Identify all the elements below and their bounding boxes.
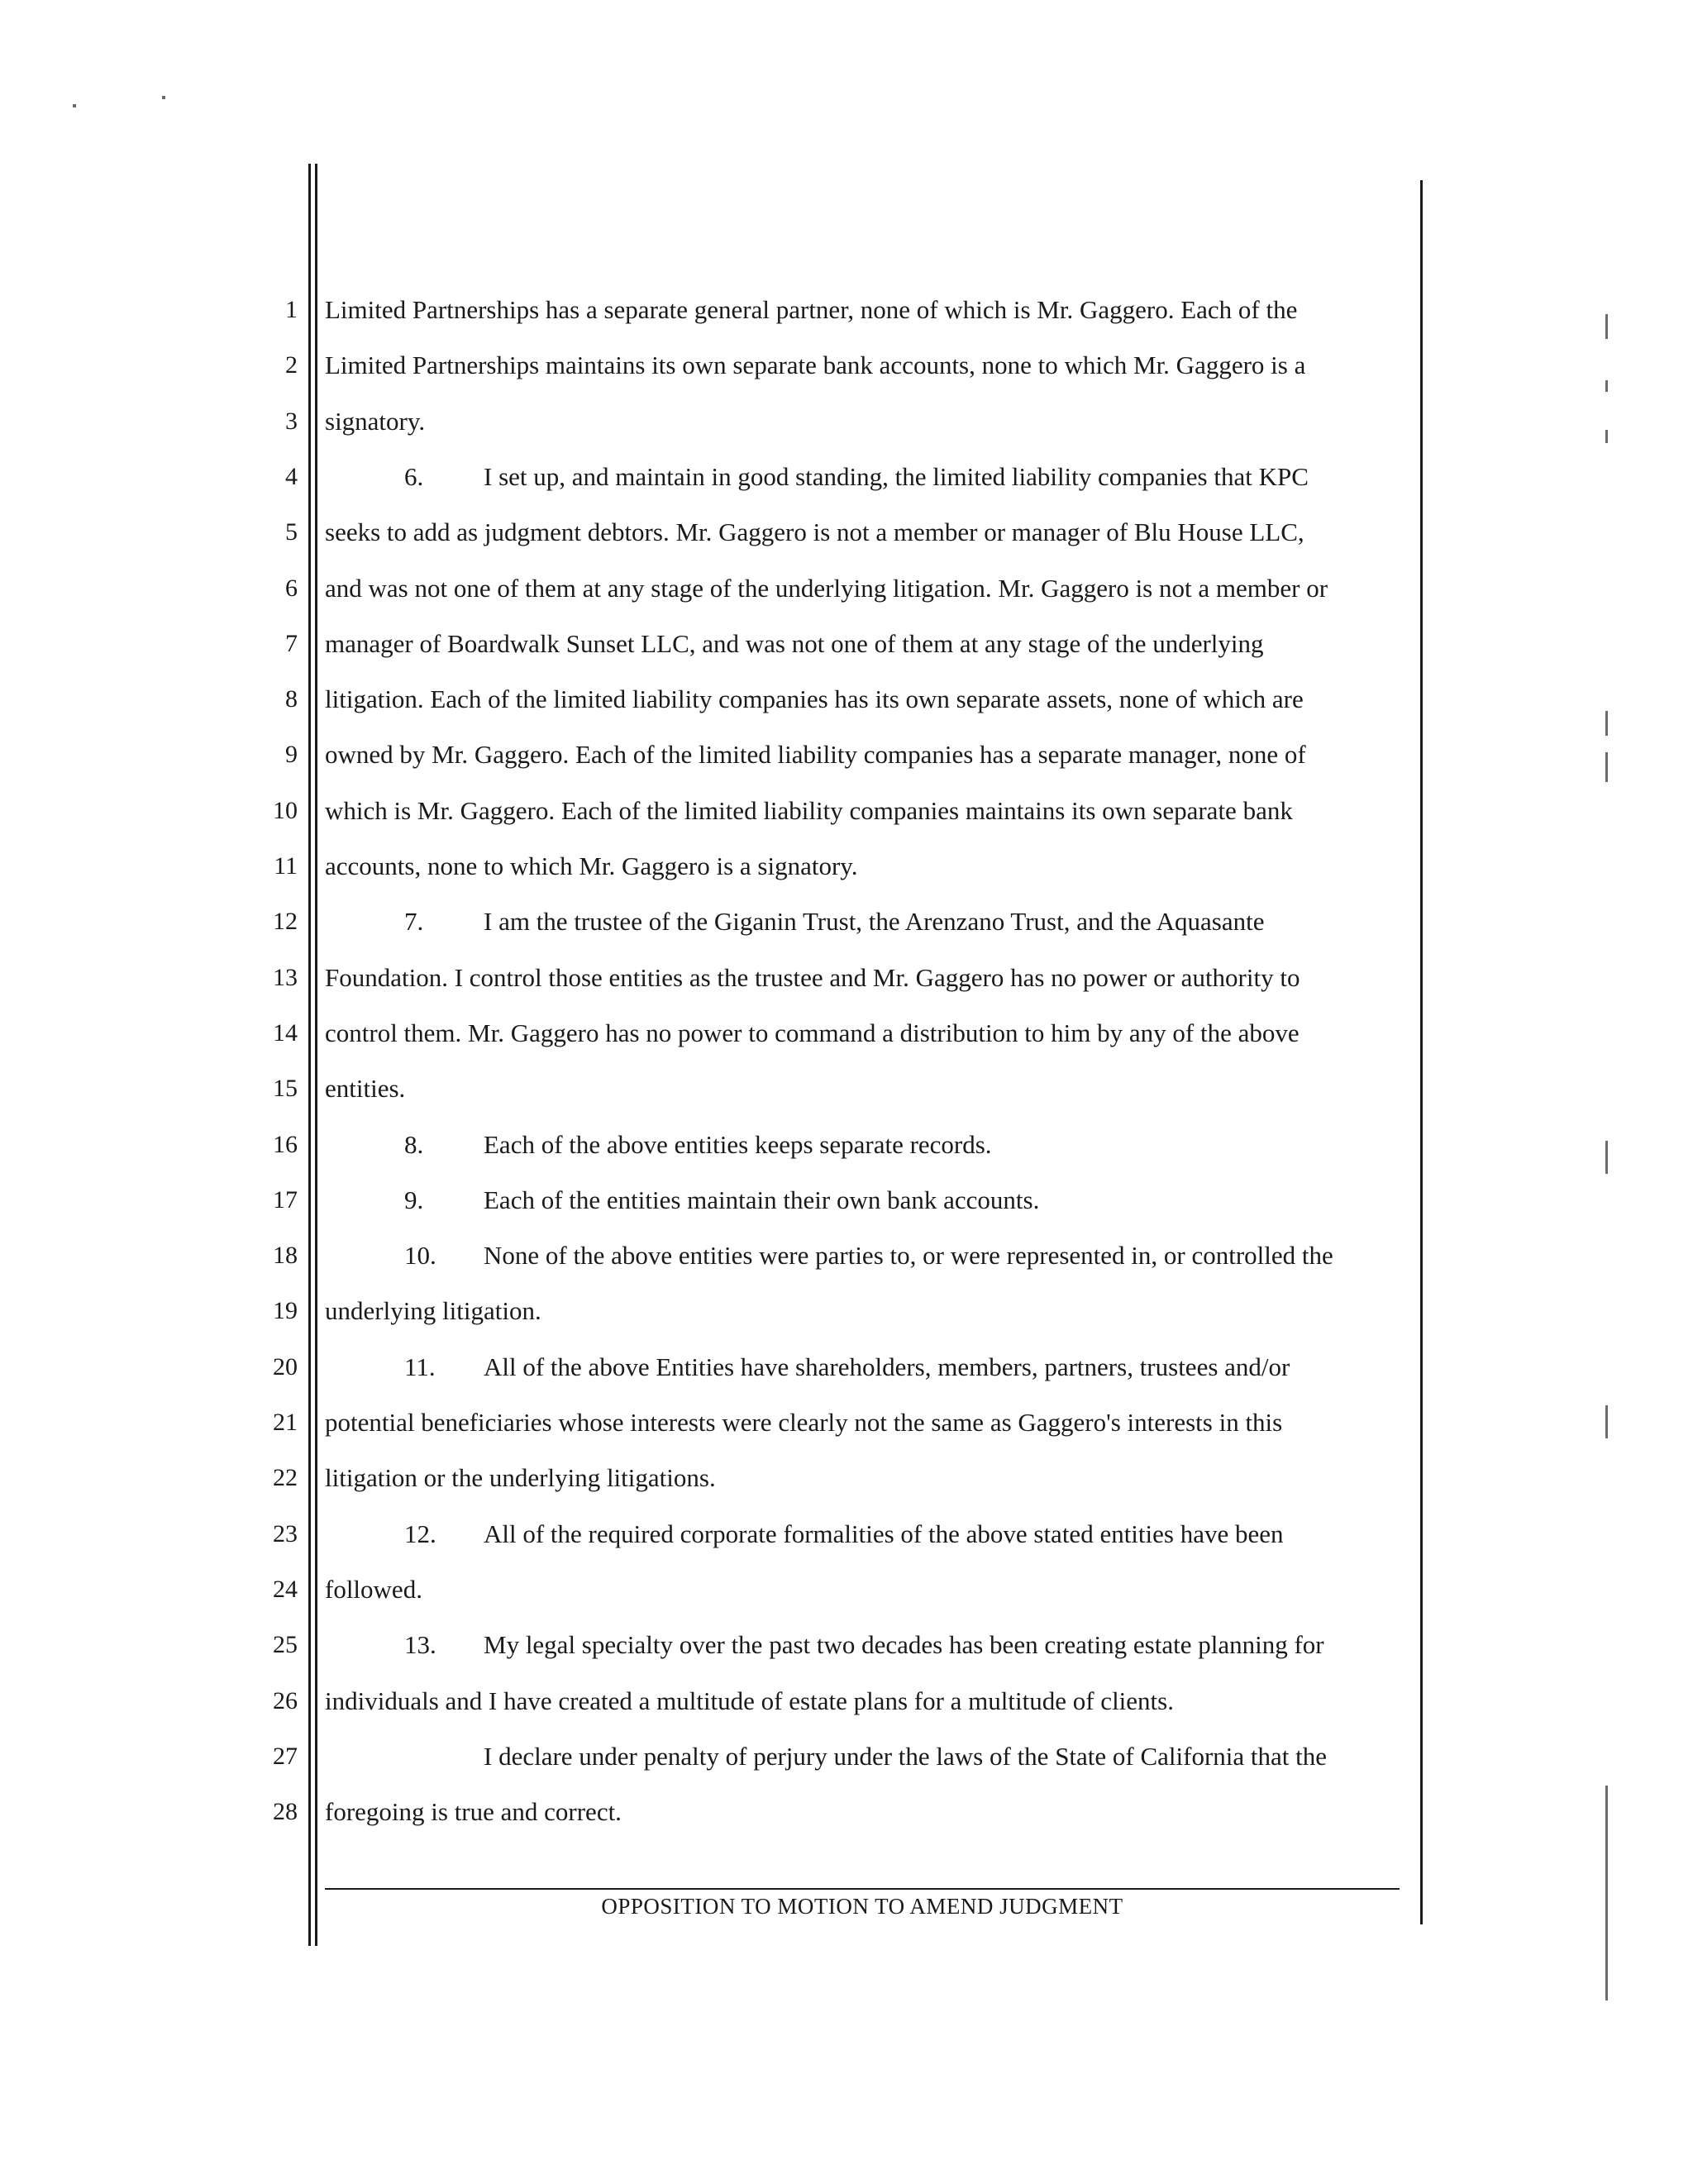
line-text: manager of Boardwalk Sunset LLC, and was not one of them at any stage of the underlying [325, 629, 1264, 658]
text-line [325, 1462, 1400, 1495]
line-number: 21 [273, 1409, 298, 1436]
text-line [325, 850, 1400, 883]
line-text: potential beneficiaries whose interests were clearly not the same as Gaggero's interests in this [325, 1408, 1283, 1437]
line-text: I am the trustee of the Giganin Trust, the Arenzano Trust, and the Aquasante [484, 907, 1265, 936]
line-text: underlying litigation. [325, 1296, 541, 1325]
line-number: 22 [273, 1464, 298, 1491]
text-line [325, 1017, 1400, 1050]
line-number: 20 [273, 1353, 298, 1380]
paragraph-number: 11. [404, 1352, 436, 1381]
paragraph-number: 6. [404, 462, 424, 491]
text-line [325, 1795, 1400, 1829]
line-text: I declare under penalty of perjury under the laws of the State of California that the [484, 1742, 1328, 1771]
text-line [325, 516, 1400, 549]
line-number: 18 [273, 1242, 298, 1269]
line-number: 7 [285, 630, 298, 657]
text-line [325, 1518, 1400, 1551]
line-text: All of the required corporate formalities of the above stated entities have been [484, 1519, 1284, 1548]
line-text: Each of the entities maintain their own bank accounts. [484, 1185, 1040, 1214]
line-number: 12 [273, 908, 298, 935]
line-number: 10 [273, 797, 298, 824]
scan-artifact [1605, 752, 1608, 782]
line-number: 3 [285, 408, 298, 435]
left-margin-rule-inner [315, 164, 317, 1946]
line-number: 19 [273, 1297, 298, 1324]
scan-artifact [1605, 314, 1608, 339]
line-text: which is Mr. Gaggero. Each of the limited liability companies maintains its own separate bank [325, 796, 1293, 825]
text-line [325, 738, 1400, 771]
line-text: accounts, none to which Mr. Gaggero is a signatory. [325, 851, 858, 880]
text-line [325, 1295, 1400, 1328]
line-number: 6 [285, 575, 298, 602]
text-line [325, 961, 1400, 994]
line-number: 14 [273, 1019, 298, 1047]
text-line [325, 1072, 1400, 1105]
line-number: 8 [285, 685, 298, 713]
line-number: 4 [285, 463, 298, 490]
line-number: 24 [273, 1576, 298, 1603]
line-text: control them. Mr. Gaggero has no power to command a distribution to him by any of the above [325, 1018, 1300, 1047]
line-number: 27 [273, 1743, 298, 1770]
text-line [325, 460, 1400, 494]
paragraph-number: 13. [404, 1630, 436, 1659]
text-line [325, 1628, 1400, 1662]
line-text: I set up, and maintain in good standing, the limited liability companies that KPC [484, 462, 1309, 491]
footer-title: OPPOSITION TO MOTION TO AMEND JUDGMENT [601, 1894, 1123, 1919]
paragraph-number: 10. [404, 1241, 436, 1270]
line-number: 25 [273, 1631, 298, 1658]
scan-artifact [73, 104, 76, 107]
line-text: followed. [325, 1575, 422, 1604]
text-line [325, 1239, 1400, 1272]
line-text: My legal specialty over the past two decades has been creating estate planning for [484, 1630, 1324, 1659]
paragraph-number: 9. [404, 1185, 424, 1214]
line-text: owned by Mr. Gaggero. Each of the limited liability companies has a separate manager, none of [325, 740, 1306, 769]
text-line [325, 627, 1400, 660]
text-line [325, 1128, 1400, 1161]
line-number: 2 [285, 351, 298, 379]
line-number: 9 [285, 741, 298, 768]
right-margin-rule [1420, 180, 1423, 1924]
text-line [325, 405, 1400, 438]
line-text: litigation or the underlying litigations. [325, 1463, 716, 1492]
line-text: signatory. [325, 407, 426, 436]
scan-artifact [1605, 1786, 1608, 2000]
line-number: 13 [273, 964, 298, 991]
line-number: 26 [273, 1687, 298, 1714]
line-number: 1 [285, 296, 298, 323]
line-text: Foundation. I control those entities as the trustee and Mr. Gaggero has no power or authority to [325, 963, 1300, 992]
scan-artifact [1605, 430, 1608, 443]
line-text: entities. [325, 1074, 406, 1103]
scan-artifact [1605, 380, 1608, 392]
line-text: Each of the above entities keeps separate records. [484, 1130, 992, 1159]
text-line [325, 293, 1400, 327]
text-line [325, 572, 1400, 605]
line-text: None of the above entities were parties to, or were represented in, or controlled the [484, 1241, 1333, 1270]
left-margin-rule-outer [308, 164, 311, 1946]
text-line [325, 1184, 1400, 1217]
footer-rule [325, 1888, 1400, 1890]
line-text: Limited Partnerships maintains its own separate bank accounts, none to which Mr. Gaggero is a [325, 350, 1306, 379]
line-number: 28 [273, 1798, 298, 1825]
line-number: 23 [273, 1520, 298, 1547]
text-line [325, 905, 1400, 938]
line-text: seeks to add as judgment debtors. Mr. Gaggero is not a member or manager of Blu House LLC, [325, 517, 1304, 546]
scan-artifact [1605, 711, 1608, 736]
text-line [325, 1573, 1400, 1606]
text-line [325, 683, 1400, 716]
line-text: foregoing is true and correct. [325, 1797, 622, 1826]
line-number: 5 [285, 518, 298, 546]
paragraph-number: 12. [404, 1519, 436, 1548]
paragraph-number: 7. [404, 907, 424, 936]
line-number: 17 [273, 1186, 298, 1214]
text-line [325, 1406, 1400, 1439]
line-text: All of the above Entities have shareholders, members, partners, trustees and/or [484, 1352, 1290, 1381]
text-line [325, 794, 1400, 827]
line-text: litigation. Each of the limited liability companies has its own separate assets, none of which are [325, 684, 1304, 713]
scan-artifact [1605, 1405, 1608, 1438]
scan-artifact [162, 96, 165, 99]
line-number: 16 [273, 1131, 298, 1158]
line-number: 15 [273, 1075, 298, 1102]
scan-artifact [1605, 1141, 1608, 1174]
line-number: 11 [274, 852, 298, 880]
text-line [325, 1740, 1400, 1773]
paragraph-number: 8. [404, 1130, 424, 1159]
line-text: and was not one of them at any stage of the underlying litigation. Mr. Gaggero is not a member or [325, 574, 1328, 603]
line-text: Limited Partnerships has a separate general partner, none of which is Mr. Gaggero. Each of the [325, 295, 1298, 324]
line-text: individuals and I have created a multitude of estate plans for a multitude of clients. [325, 1686, 1174, 1715]
text-line [325, 1685, 1400, 1718]
text-line [325, 349, 1400, 382]
text-line [325, 1351, 1400, 1384]
